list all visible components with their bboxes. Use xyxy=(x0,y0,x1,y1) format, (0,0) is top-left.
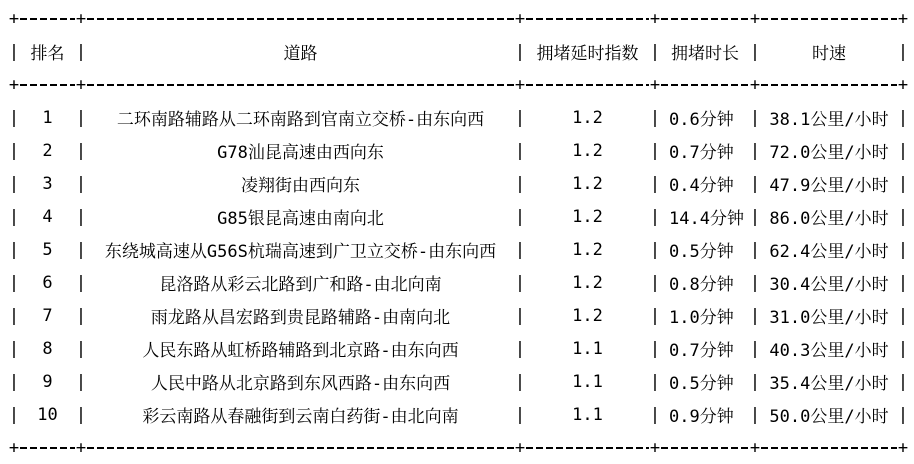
dashed-line xyxy=(761,18,897,20)
vertical-border: | xyxy=(514,107,526,128)
vertical-border: | xyxy=(75,173,87,194)
table-row xyxy=(8,200,909,233)
delay-index-cell: 1.2 xyxy=(572,206,603,227)
vertical-border: | xyxy=(649,272,661,293)
border-junction: + xyxy=(649,437,661,458)
vertical-border: | xyxy=(749,338,761,359)
vertical-border: | xyxy=(75,206,87,227)
vertical-border: | xyxy=(8,41,20,62)
table-row xyxy=(8,299,909,332)
vertical-border: | xyxy=(8,206,20,227)
vertical-border: | xyxy=(514,338,526,359)
table-row xyxy=(8,233,909,266)
duration-cell: 0.7分钟 xyxy=(669,143,734,163)
vertical-border: | xyxy=(749,41,761,62)
vertical-border: | xyxy=(75,371,87,392)
speed-cell: 30.4公里/小时 xyxy=(769,275,889,295)
dashed-line xyxy=(87,447,514,449)
vertical-border: | xyxy=(649,140,661,161)
vertical-border: | xyxy=(75,305,87,326)
column-header-road: 道路 xyxy=(283,44,318,64)
duration-cell: 1.0分钟 xyxy=(669,308,734,328)
vertical-border: | xyxy=(649,41,661,62)
border-junction: + xyxy=(75,8,87,29)
road-cell: 人民东路从虹桥路辅路到北京路-由东向西 xyxy=(142,341,459,361)
vertical-border: | xyxy=(8,371,20,392)
speed-cell: 40.3公里/小时 xyxy=(769,341,889,361)
vertical-border: | xyxy=(75,140,87,161)
table-body xyxy=(8,101,909,431)
vertical-border: | xyxy=(897,206,909,227)
horizontal-border-header xyxy=(8,68,909,101)
vertical-border: | xyxy=(514,371,526,392)
speed-cell: 62.4公里/小时 xyxy=(769,242,889,262)
speed-cell: 72.0公里/小时 xyxy=(769,143,889,163)
vertical-border: | xyxy=(514,272,526,293)
vertical-border: | xyxy=(649,338,661,359)
vertical-border: | xyxy=(514,239,526,260)
vertical-border: | xyxy=(514,305,526,326)
vertical-border: | xyxy=(514,140,526,161)
border-junction: + xyxy=(897,437,909,458)
border-junction: + xyxy=(749,437,761,458)
vertical-border: | xyxy=(649,404,661,425)
rank-cell: 5 xyxy=(42,239,53,260)
duration-cell: 14.4分钟 xyxy=(669,209,744,229)
rank-cell: 7 xyxy=(42,305,53,326)
vertical-border: | xyxy=(514,173,526,194)
vertical-border: | xyxy=(749,107,761,128)
speed-cell: 50.0公里/小时 xyxy=(769,407,889,427)
border-junction: + xyxy=(897,74,909,95)
border-junction: + xyxy=(749,8,761,29)
vertical-border: | xyxy=(514,41,526,62)
speed-cell: 38.1公里/小时 xyxy=(769,110,889,130)
vertical-border: | xyxy=(8,107,20,128)
vertical-border: | xyxy=(749,140,761,161)
column-header-delay-index: 拥堵延时指数 xyxy=(536,44,639,64)
road-cell: 昆洛路从彩云北路到广和路-由北向南 xyxy=(159,275,442,295)
speed-cell: 86.0公里/小时 xyxy=(769,209,889,229)
rank-cell: 6 xyxy=(42,272,53,293)
road-cell: 人民中路从北京路到东风西路-由东向西 xyxy=(150,374,451,394)
vertical-border: | xyxy=(749,206,761,227)
border-junction: + xyxy=(8,437,20,458)
dashed-line xyxy=(526,447,649,449)
speed-cell: 47.9公里/小时 xyxy=(769,176,889,196)
vertical-border: | xyxy=(749,305,761,326)
table-row xyxy=(8,266,909,299)
road-cell: 彩云南路从春融街到云南白药街-由北向南 xyxy=(142,407,459,427)
horizontal-border-top xyxy=(8,2,909,35)
border-junction: + xyxy=(514,437,526,458)
duration-cell: 0.9分钟 xyxy=(669,407,734,427)
vertical-border: | xyxy=(8,140,20,161)
border-junction: + xyxy=(649,74,661,95)
vertical-border: | xyxy=(897,404,909,425)
vertical-border: | xyxy=(897,41,909,62)
vertical-border: | xyxy=(75,41,87,62)
rank-cell: 4 xyxy=(42,206,53,227)
vertical-border: | xyxy=(75,107,87,128)
column-header-speed: 时速 xyxy=(812,44,846,64)
duration-cell: 0.5分钟 xyxy=(669,374,734,394)
table-row xyxy=(8,101,909,134)
border-junction: + xyxy=(514,8,526,29)
road-cell: G85银昆高速由南向北 xyxy=(217,209,384,229)
vertical-border: | xyxy=(749,272,761,293)
table-row xyxy=(8,134,909,167)
vertical-border: | xyxy=(8,239,20,260)
vertical-border: | xyxy=(897,173,909,194)
table-row xyxy=(8,398,909,431)
speed-cell: 31.0公里/小时 xyxy=(769,308,889,328)
dashed-line xyxy=(661,447,749,449)
border-junction: + xyxy=(75,74,87,95)
dashed-line xyxy=(20,84,75,86)
road-cell: 雨龙路从昌宏路到贵昆路辅路-由南向北 xyxy=(150,308,451,328)
column-header-rank: 排名 xyxy=(30,44,65,64)
vertical-border: | xyxy=(75,239,87,260)
vertical-border: | xyxy=(897,107,909,128)
dashed-line xyxy=(87,18,514,20)
border-junction: + xyxy=(514,74,526,95)
delay-index-cell: 1.1 xyxy=(572,338,603,359)
vertical-border: | xyxy=(514,206,526,227)
border-junction: + xyxy=(8,74,20,95)
duration-cell: 0.8分钟 xyxy=(669,275,734,295)
border-junction: + xyxy=(75,437,87,458)
delay-index-cell: 1.1 xyxy=(572,404,603,425)
rank-cell: 8 xyxy=(42,338,53,359)
table-row xyxy=(8,167,909,200)
rank-cell: 2 xyxy=(42,140,53,161)
table-header-row xyxy=(8,35,909,68)
delay-index-cell: 1.2 xyxy=(572,107,603,128)
rank-cell: 10 xyxy=(37,404,58,425)
horizontal-border-bottom xyxy=(8,431,909,464)
delay-index-cell: 1.1 xyxy=(572,371,603,392)
vertical-border: | xyxy=(749,371,761,392)
road-cell: 东绕城高速从G56S杭瑞高速到广卫立交桥-由东向西 xyxy=(104,242,497,262)
vertical-border: | xyxy=(649,239,661,260)
road-cell: G78汕昆高速由西向东 xyxy=(217,143,384,163)
vertical-border: | xyxy=(8,305,20,326)
duration-cell: 0.6分钟 xyxy=(669,110,734,130)
border-junction: + xyxy=(8,8,20,29)
rank-cell: 9 xyxy=(42,371,53,392)
rank-cell: 3 xyxy=(42,173,53,194)
dashed-line xyxy=(20,447,75,449)
dashed-line xyxy=(661,18,749,20)
rank-cell: 1 xyxy=(42,107,53,128)
border-junction: + xyxy=(897,8,909,29)
delay-index-cell: 1.2 xyxy=(572,173,603,194)
speed-cell: 35.4公里/小时 xyxy=(769,374,889,394)
vertical-border: | xyxy=(75,404,87,425)
vertical-border: | xyxy=(749,239,761,260)
duration-cell: 0.7分钟 xyxy=(669,341,734,361)
vertical-border: | xyxy=(514,404,526,425)
duration-cell: 0.5分钟 xyxy=(669,242,734,262)
delay-index-cell: 1.2 xyxy=(572,239,603,260)
table-row xyxy=(8,332,909,365)
dashed-line xyxy=(526,84,649,86)
road-cell: 凌翔街由西向东 xyxy=(241,176,360,196)
duration-cell: 0.4分钟 xyxy=(669,176,734,196)
vertical-border: | xyxy=(749,404,761,425)
vertical-border: | xyxy=(897,338,909,359)
table-row xyxy=(8,365,909,398)
vertical-border: | xyxy=(897,239,909,260)
border-junction: + xyxy=(749,74,761,95)
vertical-border: | xyxy=(897,140,909,161)
dashed-line xyxy=(761,84,897,86)
dashed-line xyxy=(20,18,75,20)
dashed-line xyxy=(87,84,514,86)
vertical-border: | xyxy=(8,338,20,359)
vertical-border: | xyxy=(649,206,661,227)
column-header-duration: 拥堵时长 xyxy=(671,44,739,64)
vertical-border: | xyxy=(8,404,20,425)
vertical-border: | xyxy=(897,371,909,392)
vertical-border: | xyxy=(8,173,20,194)
vertical-border: | xyxy=(897,305,909,326)
delay-index-cell: 1.2 xyxy=(572,305,603,326)
vertical-border: | xyxy=(649,305,661,326)
delay-index-cell: 1.2 xyxy=(572,140,603,161)
vertical-border: | xyxy=(649,371,661,392)
border-junction: + xyxy=(649,8,661,29)
vertical-border: | xyxy=(897,272,909,293)
dashed-line xyxy=(526,18,649,20)
vertical-border: | xyxy=(649,107,661,128)
vertical-border: | xyxy=(75,338,87,359)
vertical-border: | xyxy=(649,173,661,194)
vertical-border: | xyxy=(75,272,87,293)
vertical-border: | xyxy=(749,173,761,194)
delay-index-cell: 1.2 xyxy=(572,272,603,293)
road-cell: 二环南路辅路从二环南路到官南立交桥-由东向西 xyxy=(116,110,485,130)
dashed-line xyxy=(661,84,749,86)
dashed-line xyxy=(761,447,897,449)
vertical-border: | xyxy=(8,272,20,293)
